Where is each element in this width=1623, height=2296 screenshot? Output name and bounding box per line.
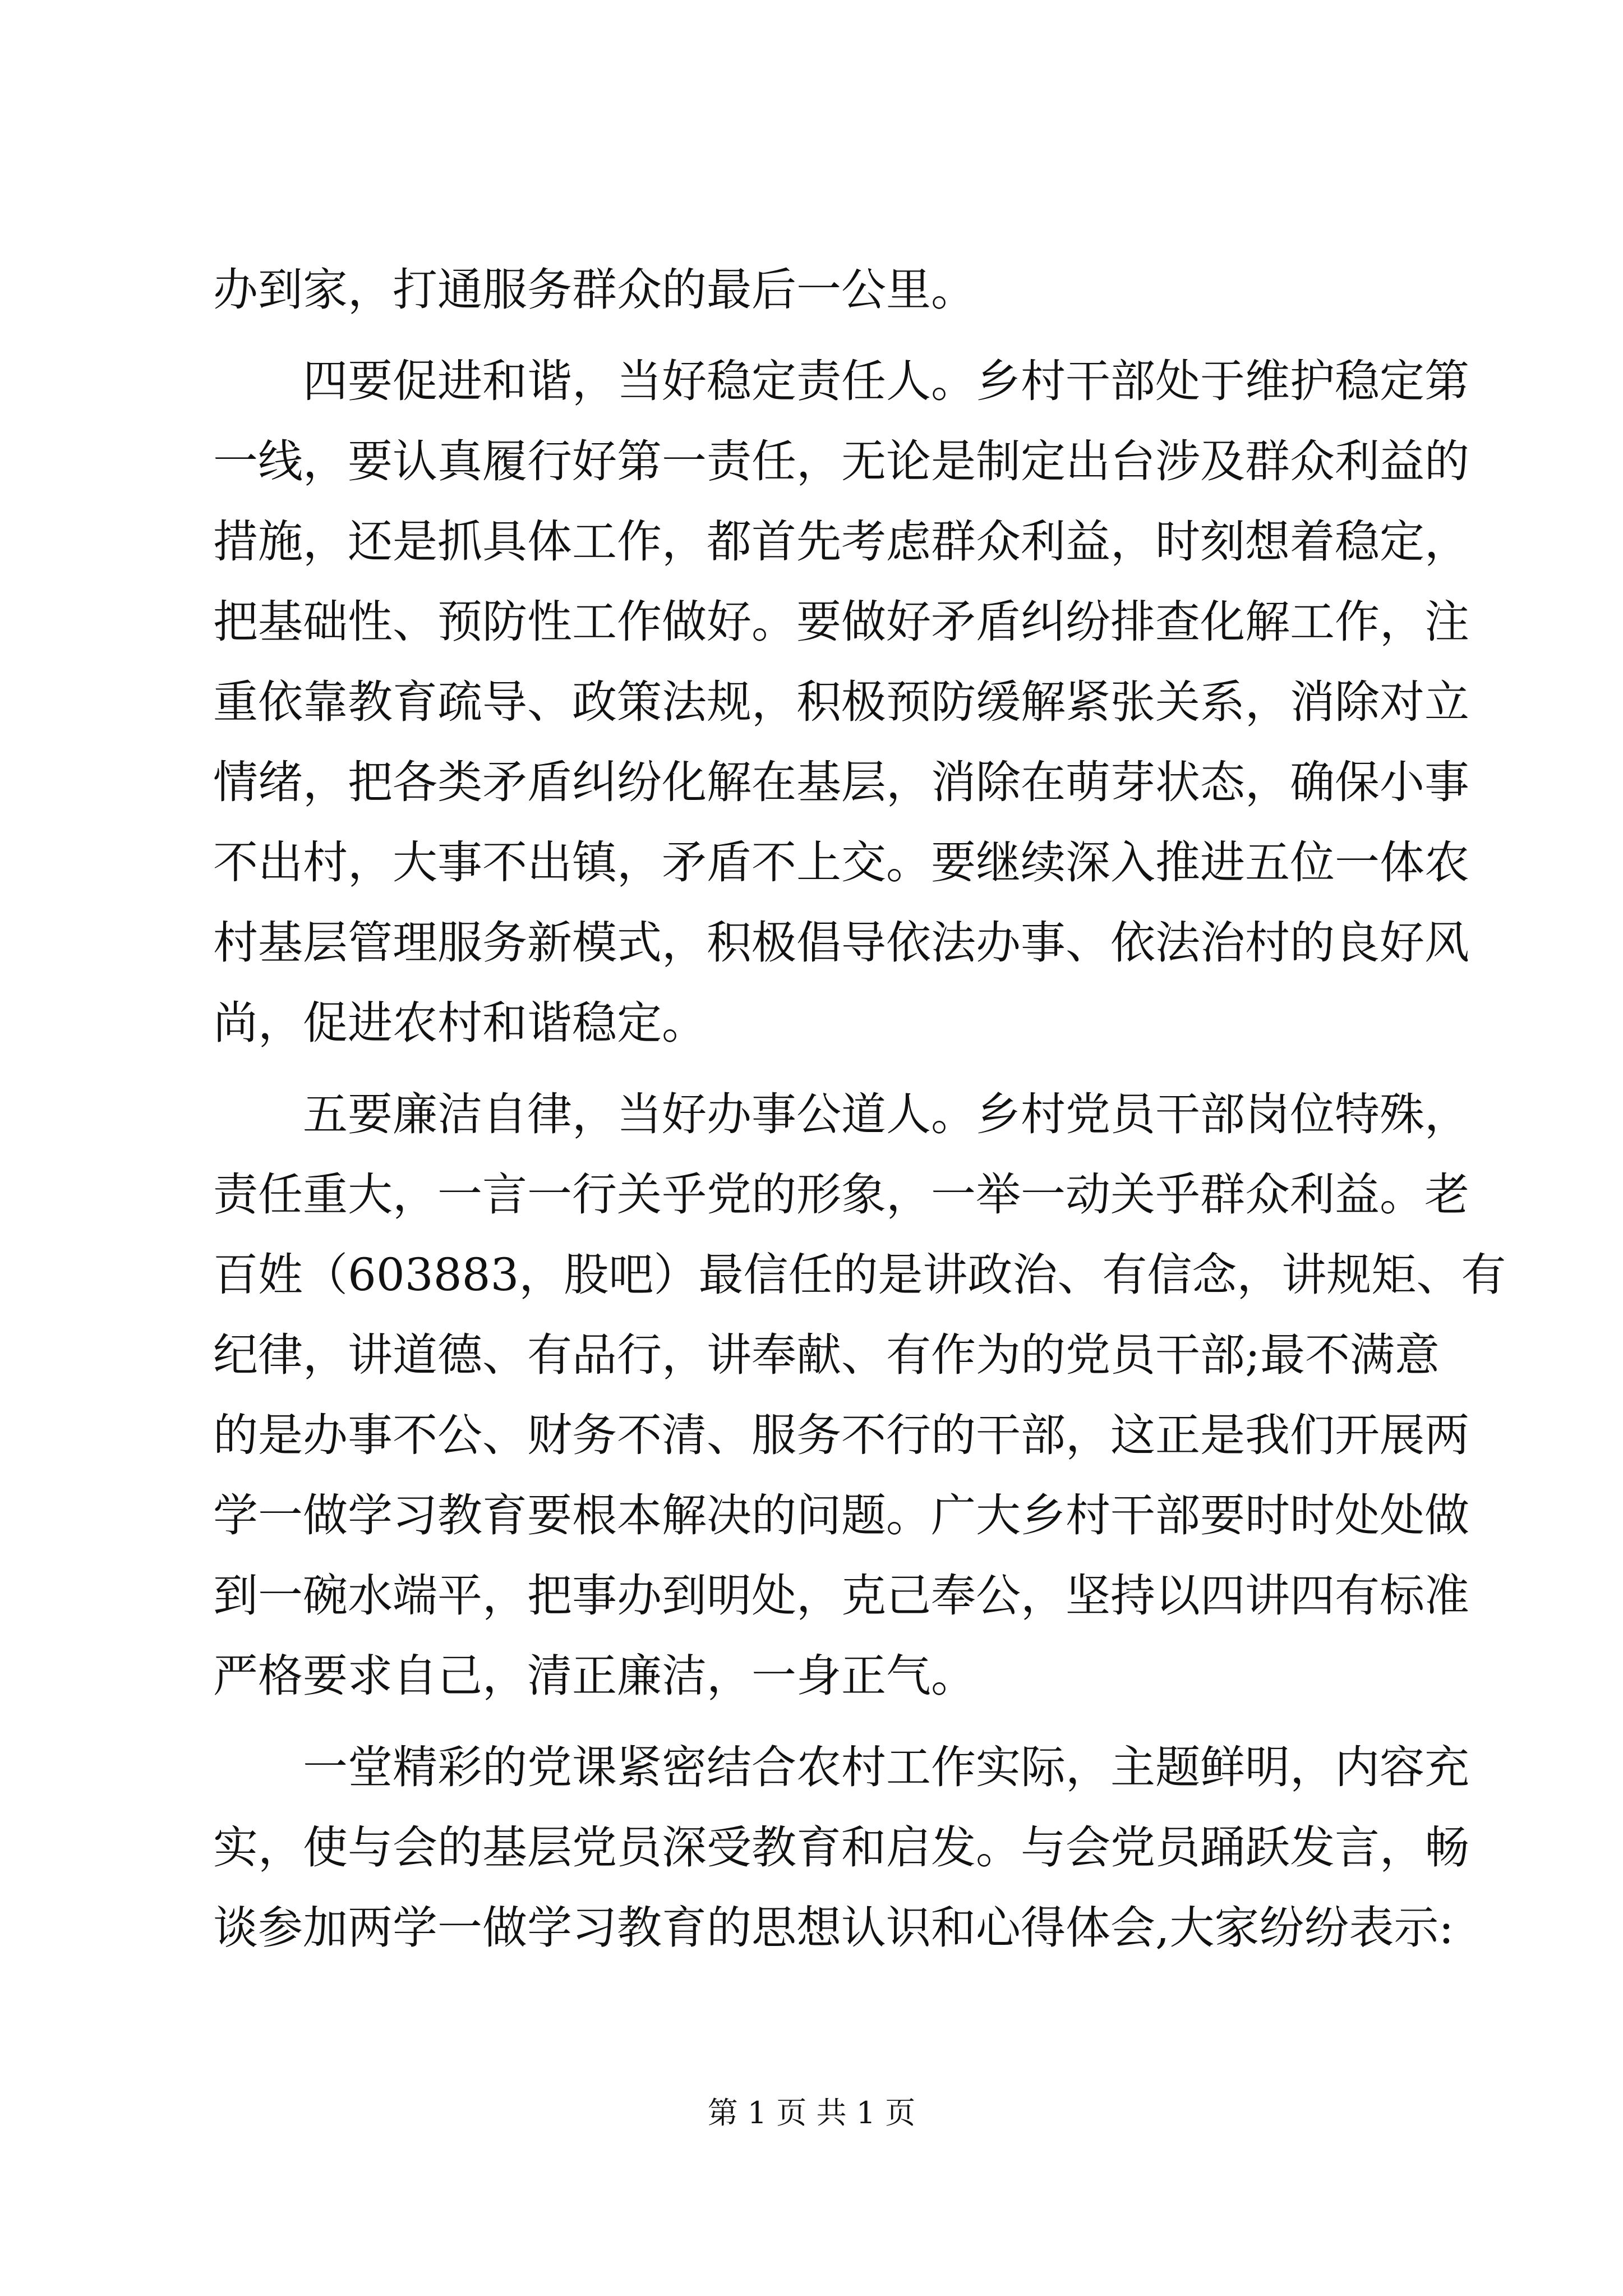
paragraph-line: 不出村，大事不出镇，矛盾不上交。要继续深入推进五位一体农 xyxy=(213,836,1469,889)
paragraph-line: 实，使与会的基层党员深受教育和启发。与会党员踊跃发言，畅 xyxy=(213,1821,1469,1874)
paragraph-line: 措施，还是抓具体工作，都首先考虑群众利益，时刻想着稳定， xyxy=(213,516,1469,568)
paragraph-line: 村基层管理服务新模式，积极倡导依法办事、依法治村的良好风 xyxy=(213,917,1469,969)
paragraph-line: 一线，要认真履行好第一责任，无论是制定出台涉及群众利益的 xyxy=(213,435,1469,487)
paragraph-line: 五要廉洁自律，当好办事公道人。乡村党员干部岗位特殊， xyxy=(303,1088,1469,1140)
paragraph-gap xyxy=(213,1716,1419,1727)
paragraph-line: 办到家，打通服务群众的最后一公里。 xyxy=(213,264,976,316)
paragraph-line: 百姓（603883，股吧）最信任的是讲政治、有信念，讲规矩、有 xyxy=(213,1249,1506,1301)
paragraph xyxy=(213,1727,1469,1968)
paragraph-line: 严格要求自己，清正廉洁，一身正气。 xyxy=(213,1650,976,1702)
paragraph xyxy=(213,1074,1506,1716)
paragraph-line: 情绪，把各类矛盾纠纷化解在基层，消除在萌芽状态，确保小事 xyxy=(213,756,1469,808)
page-footer: 第 1 页 共 1 页 xyxy=(707,2095,916,2131)
paragraph-line: 重依靠教育疏导、政策法规，积极预防缓解紧张关系，消除对立 xyxy=(213,676,1469,728)
paragraph-gap xyxy=(213,1063,1419,1074)
paragraph-line: 到一碗水端平，把事办到明处，克己奉公，坚持以四讲四有标准 xyxy=(213,1570,1469,1622)
paragraph-line: 的是办事不公、财务不清、服务不行的干部，这正是我们开展两 xyxy=(213,1409,1469,1461)
paragraph-line: 尚，促进农村和谐稳定。 xyxy=(213,997,707,1049)
paragraph-line: 把基础性、预防性工作做好。要做好矛盾纠纷排查化解工作，注 xyxy=(213,596,1469,648)
paragraph-line: 纪律，讲道德、有品行，讲奉献、有作为的党员干部;最不满意 xyxy=(213,1329,1440,1381)
paragraph-line: 一堂精彩的党课紧密结合农村工作实际，主题鲜明，内容充 xyxy=(303,1741,1469,1793)
paragraph-gap xyxy=(213,330,1419,341)
paragraph-line: 四要促进和谐，当好稳定责任人。乡村干部处于维护稳定第 xyxy=(303,355,1469,407)
paragraph xyxy=(213,341,1469,1063)
paragraph-line: 谈参加两学一做学习教育的思想认识和心得体会,大家纷纷表示: xyxy=(213,1902,1454,1954)
document-body xyxy=(213,250,1506,1968)
paragraph-line: 学一做学习教育要根本解决的问题。广大乡村干部要时时处处做 xyxy=(213,1489,1469,1542)
paragraph xyxy=(213,250,1419,330)
paragraph-line: 责任重大，一言一行关乎党的形象，一举一动关乎群众利益。老 xyxy=(213,1168,1469,1221)
